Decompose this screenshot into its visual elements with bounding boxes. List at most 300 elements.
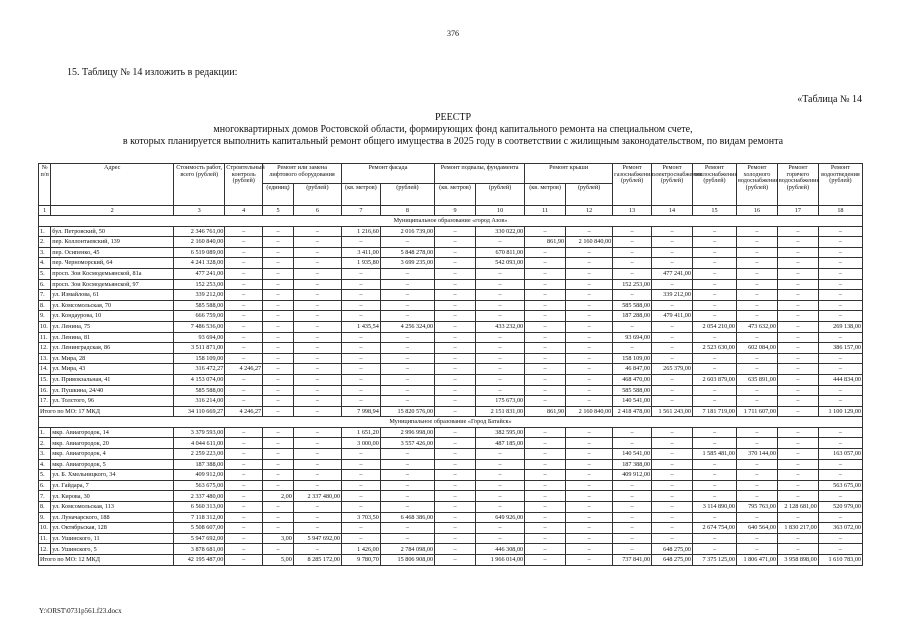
value-cell: –	[736, 300, 777, 311]
value-cell: –	[293, 523, 341, 534]
value-cell: –	[777, 300, 818, 311]
value-cell: –	[818, 300, 862, 311]
value-cell: –	[566, 427, 613, 438]
value-cell: –	[225, 247, 263, 258]
value-cell: 649 926,00	[476, 512, 525, 523]
value-cell: –	[476, 353, 525, 364]
value-cell: 670 811,00	[476, 247, 525, 258]
intro-text: 15. Таблицу № 14 изложить в редакции:	[67, 67, 238, 78]
value-cell: –	[341, 332, 380, 343]
value-cell: –	[225, 311, 263, 322]
value-cell: –	[818, 258, 862, 269]
value-cell: –	[293, 353, 341, 364]
total-value: 4 246,27	[225, 406, 263, 417]
row-number: 13.	[39, 353, 51, 364]
value-cell: –	[263, 279, 294, 290]
value-cell: –	[818, 396, 862, 407]
value-cell: –	[613, 544, 652, 555]
value-cell: –	[293, 332, 341, 343]
section-name: Муниципальное образование «город Азов»	[39, 216, 863, 227]
value-cell: –	[263, 353, 294, 364]
value-cell: –	[225, 396, 263, 407]
value-cell: –	[225, 502, 263, 513]
value-cell: 2 337 480,00	[174, 491, 225, 502]
address-cell: ул. Кондаурова, 10	[51, 311, 174, 322]
value-cell: –	[435, 512, 476, 523]
table-row	[39, 427, 863, 438]
value-cell: –	[435, 343, 476, 354]
title-line-2: многоквартирных домов Ростовской области, формирующих фонд капитального ремонта на специальном счете,	[213, 124, 693, 135]
value-cell: –	[380, 311, 434, 322]
value-cell: –	[613, 321, 652, 332]
value-cell: –	[736, 470, 777, 481]
table-row	[39, 385, 863, 396]
value-cell: –	[435, 459, 476, 470]
column-number-cell: 4	[225, 206, 263, 216]
total-value: 1 100 129,00	[818, 406, 862, 417]
value-cell: –	[476, 364, 525, 375]
value-cell: –	[692, 279, 736, 290]
value-cell: 6 468 386,00	[380, 512, 434, 523]
value-cell: –	[652, 449, 693, 460]
value-cell: –	[736, 364, 777, 375]
total-value: 7 998,94	[341, 406, 380, 417]
address-cell: ул. Комсомольская, 70	[51, 300, 174, 311]
row-number: 9.	[39, 311, 51, 322]
value-cell: –	[613, 226, 652, 237]
header-drain: Ремонт водоотведения (рублей)	[818, 164, 862, 206]
value-cell: –	[263, 237, 294, 248]
table-row	[39, 544, 863, 555]
value-cell: –	[293, 374, 341, 385]
value-cell: –	[293, 321, 341, 332]
value-cell: –	[380, 268, 434, 279]
value-cell: –	[692, 311, 736, 322]
value-cell: –	[476, 332, 525, 343]
value-cell: –	[293, 279, 341, 290]
total-value: 1 806 471,00	[736, 555, 777, 566]
value-cell: 2 346 761,00	[174, 226, 225, 237]
total-value: 1 561 243,00	[652, 406, 693, 417]
value-cell: –	[293, 300, 341, 311]
value-cell: –	[736, 311, 777, 322]
total-value: 1 610 783,00	[818, 555, 862, 566]
table-row	[39, 364, 863, 375]
value-cell: –	[652, 502, 693, 513]
value-cell: 4 241 328,00	[174, 258, 225, 269]
value-cell: –	[341, 268, 380, 279]
value-cell: –	[435, 533, 476, 544]
column-number-cell: 1	[39, 206, 51, 216]
value-cell: –	[692, 268, 736, 279]
value-cell: –	[525, 470, 566, 481]
value-cell: –	[380, 385, 434, 396]
value-cell: –	[435, 247, 476, 258]
value-cell: –	[525, 321, 566, 332]
total-value: –	[263, 406, 294, 417]
value-cell: –	[293, 396, 341, 407]
address-cell: ул. Ушинского, 5	[51, 544, 174, 555]
value-cell: –	[341, 533, 380, 544]
row-number: 10.	[39, 523, 51, 534]
value-cell: 175 673,00	[476, 396, 525, 407]
header-facade-m: (кв. метров)	[341, 184, 380, 206]
value-cell: 339 212,00	[652, 290, 693, 301]
value-cell: –	[435, 353, 476, 364]
value-cell: –	[777, 311, 818, 322]
value-cell: –	[692, 353, 736, 364]
value-cell: –	[380, 290, 434, 301]
value-cell: –	[777, 449, 818, 460]
value-cell: 152 253,00	[174, 279, 225, 290]
value-cell: –	[566, 364, 613, 375]
value-cell: –	[566, 470, 613, 481]
value-cell: –	[293, 247, 341, 258]
value-cell: –	[225, 512, 263, 523]
value-cell: –	[525, 449, 566, 460]
value-cell: –	[380, 300, 434, 311]
value-cell: –	[476, 480, 525, 491]
row-number: 4.	[39, 258, 51, 269]
total-value: 861,90	[525, 406, 566, 417]
row-number: 5.	[39, 268, 51, 279]
value-cell: –	[225, 533, 263, 544]
value-cell: –	[225, 459, 263, 470]
value-cell: 409 912,00	[613, 470, 652, 481]
value-cell: –	[777, 491, 818, 502]
value-cell: 7 118 312,00	[174, 512, 225, 523]
value-cell: –	[341, 480, 380, 491]
value-cell: 140 541,00	[613, 396, 652, 407]
value-cell: –	[566, 396, 613, 407]
value-cell: –	[652, 523, 693, 534]
value-cell: –	[692, 470, 736, 481]
value-cell: –	[341, 470, 380, 481]
value-cell: –	[525, 300, 566, 311]
value-cell: –	[736, 247, 777, 258]
row-number: 3.	[39, 449, 51, 460]
header-basement-rub: (рублей)	[476, 184, 525, 206]
value-cell: 46 847,00	[613, 364, 652, 375]
value-cell: –	[380, 533, 434, 544]
value-cell: –	[293, 438, 341, 449]
value-cell: –	[263, 332, 294, 343]
value-cell: –	[293, 237, 341, 248]
value-cell: –	[293, 427, 341, 438]
table-row	[39, 374, 863, 385]
table-row	[39, 311, 863, 322]
value-cell: –	[566, 247, 613, 258]
value-cell: –	[613, 523, 652, 534]
value-cell: –	[435, 502, 476, 513]
total-value: 15 806 908,00	[380, 555, 434, 566]
value-cell: –	[476, 237, 525, 248]
value-cell: –	[225, 491, 263, 502]
value-cell: –	[341, 459, 380, 470]
address-cell: ул. Толстого, 96	[51, 396, 174, 407]
value-cell: –	[525, 438, 566, 449]
value-cell: –	[613, 237, 652, 248]
header-heat: Ремонт теплоснабжения (рублей)	[692, 164, 736, 206]
value-cell: –	[652, 512, 693, 523]
value-cell: 473 632,00	[736, 321, 777, 332]
value-cell: –	[652, 343, 693, 354]
total-label: Итого по МО: 12 МКД	[39, 555, 174, 566]
column-number-cell: 9	[435, 206, 476, 216]
header-construction-control: Строительный контроль (рублей)	[225, 164, 263, 206]
value-cell: –	[818, 279, 862, 290]
value-cell: 3 379 593,00	[174, 427, 225, 438]
value-cell: –	[263, 300, 294, 311]
address-cell: ул. Ушинского, 11	[51, 533, 174, 544]
value-cell: –	[566, 459, 613, 470]
header-basement-m: (кв. метров)	[435, 184, 476, 206]
value-cell: 2 160 840,00	[566, 237, 613, 248]
value-cell: –	[380, 523, 434, 534]
column-number-cell: 16	[736, 206, 777, 216]
address-cell: ул. Комсомольская, 113	[51, 502, 174, 513]
value-cell: –	[293, 385, 341, 396]
value-cell: –	[435, 470, 476, 481]
value-cell: 2 259 223,00	[174, 449, 225, 460]
value-cell: –	[777, 374, 818, 385]
table-row	[39, 268, 863, 279]
value-cell: 3 703,50	[341, 512, 380, 523]
column-number-cell: 10	[476, 206, 525, 216]
value-cell: –	[263, 385, 294, 396]
value-cell: –	[777, 353, 818, 364]
value-cell: 2 128 681,00	[777, 502, 818, 513]
value-cell: –	[652, 459, 693, 470]
address-cell: пер. Коллонтаевский, 139	[51, 237, 174, 248]
value-cell: –	[736, 396, 777, 407]
value-cell: –	[777, 470, 818, 481]
value-cell: –	[736, 385, 777, 396]
section-name: Муниципальное образование «Город Батайск»	[39, 417, 863, 428]
value-cell: –	[225, 353, 263, 364]
value-cell: –	[692, 300, 736, 311]
value-cell: –	[652, 300, 693, 311]
value-cell: 477 241,00	[174, 268, 225, 279]
header-facade-rub: (рублей)	[380, 184, 434, 206]
address-cell: мкр. Авиагородок, 5	[51, 459, 174, 470]
value-cell: –	[293, 343, 341, 354]
value-cell: 1 585 481,00	[692, 449, 736, 460]
value-cell: –	[613, 480, 652, 491]
address-cell: ул. Ленина, 75	[51, 321, 174, 332]
value-cell: –	[736, 268, 777, 279]
value-cell: 158 109,00	[174, 353, 225, 364]
value-cell: –	[566, 258, 613, 269]
value-cell: –	[225, 374, 263, 385]
value-cell: –	[476, 279, 525, 290]
document-title	[0, 112, 906, 148]
address-cell: ул. Кирова, 30	[51, 491, 174, 502]
value-cell: –	[777, 279, 818, 290]
address-cell: ул. Привокзальная, 41	[51, 374, 174, 385]
value-cell: 1 426,00	[341, 544, 380, 555]
value-cell: 479 411,00	[652, 311, 693, 322]
value-cell: –	[525, 512, 566, 523]
value-cell: –	[435, 279, 476, 290]
value-cell: –	[818, 459, 862, 470]
value-cell: –	[736, 533, 777, 544]
row-number: 11.	[39, 332, 51, 343]
value-cell: 2 016 739,00	[380, 226, 434, 237]
value-cell: 2 674 754,00	[692, 523, 736, 534]
value-cell: 5 947 692,00	[293, 533, 341, 544]
value-cell: –	[692, 247, 736, 258]
value-cell: –	[435, 480, 476, 491]
value-cell: –	[225, 300, 263, 311]
header-cost: Стоимость работ, всего (рублей)	[174, 164, 225, 206]
row-number: 1.	[39, 427, 51, 438]
column-number-cell: 12	[566, 206, 613, 216]
value-cell: –	[476, 374, 525, 385]
value-cell: –	[777, 237, 818, 248]
value-cell: –	[525, 279, 566, 290]
value-cell: –	[225, 449, 263, 460]
value-cell: 4 246,27	[225, 364, 263, 375]
value-cell: –	[225, 544, 263, 555]
value-cell: –	[692, 438, 736, 449]
value-cell: –	[525, 258, 566, 269]
header-lift-rub: (рублей)	[293, 184, 341, 206]
value-cell: –	[263, 268, 294, 279]
address-cell: ул. Мира, 28	[51, 353, 174, 364]
value-cell: –	[777, 396, 818, 407]
value-cell: 640 564,00	[736, 523, 777, 534]
value-cell: –	[613, 268, 652, 279]
value-cell: –	[525, 343, 566, 354]
row-number: 14.	[39, 364, 51, 375]
column-number-cell: 17	[777, 206, 818, 216]
value-cell: –	[341, 300, 380, 311]
value-cell: –	[692, 237, 736, 248]
value-cell: –	[736, 544, 777, 555]
value-cell: –	[777, 480, 818, 491]
address-cell: ул. Ленинградская, 86	[51, 343, 174, 354]
value-cell: –	[525, 332, 566, 343]
value-cell: 795 763,00	[736, 502, 777, 513]
value-cell: –	[777, 438, 818, 449]
value-cell: –	[692, 544, 736, 555]
table-body	[39, 216, 863, 566]
value-cell: –	[380, 332, 434, 343]
value-cell: –	[341, 364, 380, 375]
value-cell: –	[263, 343, 294, 354]
value-cell: –	[263, 290, 294, 301]
total-value: 7 375 125,00	[692, 555, 736, 566]
row-number: 6.	[39, 279, 51, 290]
value-cell: –	[263, 396, 294, 407]
value-cell: 2 603 879,00	[692, 374, 736, 385]
value-cell: –	[613, 343, 652, 354]
column-number-cell: 13	[613, 206, 652, 216]
value-cell: –	[263, 544, 294, 555]
table-row	[39, 396, 863, 407]
value-cell: –	[293, 364, 341, 375]
value-cell: –	[692, 396, 736, 407]
value-cell: –	[777, 459, 818, 470]
value-cell: –	[225, 268, 263, 279]
value-cell: 446 308,00	[476, 544, 525, 555]
row-number: 12.	[39, 544, 51, 555]
value-cell: –	[818, 311, 862, 322]
value-cell: –	[613, 491, 652, 502]
value-cell: 1 216,60	[341, 226, 380, 237]
value-cell: –	[293, 226, 341, 237]
value-cell: –	[525, 480, 566, 491]
value-cell: –	[225, 290, 263, 301]
address-cell: просп. Зои Космодемьянской, 97	[51, 279, 174, 290]
value-cell: 93 694,00	[613, 332, 652, 343]
value-cell: –	[293, 290, 341, 301]
value-cell: –	[652, 533, 693, 544]
value-cell: –	[263, 427, 294, 438]
value-cell: –	[777, 533, 818, 544]
total-label: Итого по МО: 17 МКД	[39, 406, 174, 417]
address-cell: мкр. Авиагородок, 4	[51, 449, 174, 460]
value-cell: –	[777, 427, 818, 438]
total-value: –	[525, 555, 566, 566]
value-cell: 1 830 217,00	[777, 523, 818, 534]
value-cell: –	[818, 268, 862, 279]
address-cell: просп. Зои Космодемьянской, 81а	[51, 268, 174, 279]
value-cell: –	[435, 491, 476, 502]
value-cell: 2 337 480,00	[293, 491, 341, 502]
value-cell: –	[435, 311, 476, 322]
value-cell: 386 157,00	[818, 343, 862, 354]
value-cell: –	[525, 523, 566, 534]
value-cell: 468 470,00	[613, 374, 652, 385]
address-cell: пер. Черноморский, 64	[51, 258, 174, 269]
value-cell: –	[652, 321, 693, 332]
value-cell: –	[818, 332, 862, 343]
value-cell: –	[476, 343, 525, 354]
value-cell: –	[435, 449, 476, 460]
value-cell: –	[652, 258, 693, 269]
row-number: 5.	[39, 470, 51, 481]
value-cell: –	[263, 374, 294, 385]
row-number: 7.	[39, 290, 51, 301]
value-cell: –	[435, 385, 476, 396]
value-cell: –	[525, 268, 566, 279]
value-cell: –	[652, 480, 693, 491]
table-row	[39, 523, 863, 534]
value-cell: –	[652, 237, 693, 248]
value-cell: –	[293, 268, 341, 279]
value-cell: –	[476, 300, 525, 311]
column-number-cell: 11	[525, 206, 566, 216]
value-cell: –	[777, 385, 818, 396]
value-cell: –	[613, 290, 652, 301]
value-cell: 585 588,00	[613, 385, 652, 396]
value-cell: 3 699 235,00	[380, 258, 434, 269]
value-cell: –	[525, 311, 566, 322]
page-number: 376	[447, 29, 459, 38]
value-cell: –	[525, 544, 566, 555]
value-cell: –	[613, 438, 652, 449]
column-number-cell: 6	[293, 206, 341, 216]
value-cell: –	[380, 396, 434, 407]
value-cell: –	[613, 247, 652, 258]
value-cell: 370 144,00	[736, 449, 777, 460]
row-number: 7.	[39, 491, 51, 502]
value-cell: –	[341, 237, 380, 248]
column-number-cell: 15	[692, 206, 736, 216]
value-cell: –	[225, 427, 263, 438]
